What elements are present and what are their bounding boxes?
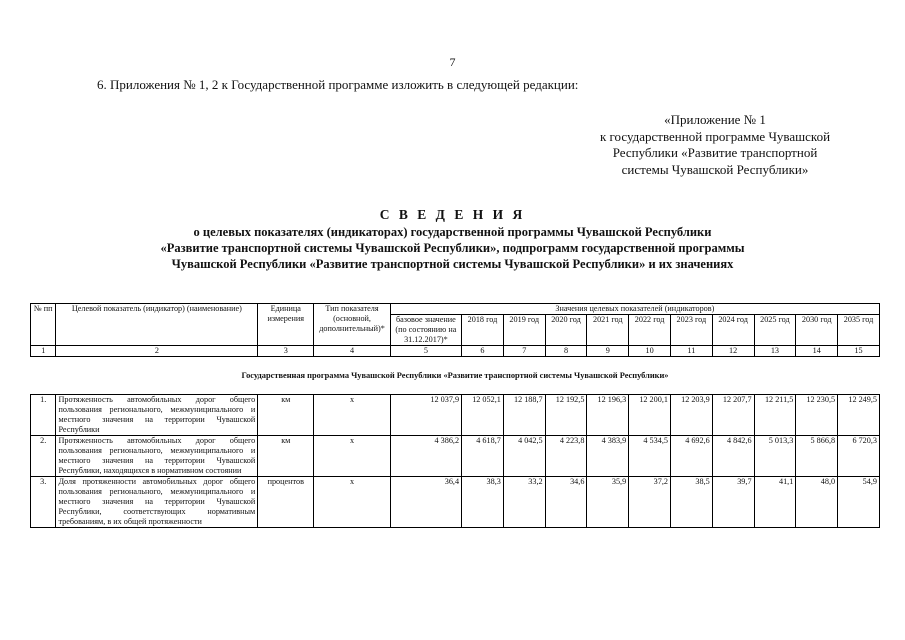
- column-number: 8: [545, 346, 587, 357]
- heading-line: о целевых показателях (индикаторах) государственной программы Чувашской Республики: [193, 225, 712, 239]
- row-value: 4 042,5: [503, 436, 545, 477]
- row-value: 12 230,5: [796, 395, 838, 436]
- row-number: 2.: [31, 436, 56, 477]
- column-number: 1: [31, 346, 56, 357]
- header-year: 2018 год: [462, 315, 504, 346]
- row-unit: км: [258, 395, 314, 436]
- column-number: 3: [258, 346, 314, 357]
- row-type: х: [314, 436, 390, 477]
- row-value: 4 534,5: [629, 436, 671, 477]
- row-value: 38,3: [462, 477, 504, 528]
- header-values-group: Значения целевых показателей (индикаторов): [390, 304, 879, 315]
- header-year: 2020 год: [545, 315, 587, 346]
- row-indicator: Доля протяженности автомобильных дорог общего пользования регионального, межмуниципального и местного значения на территории Чувашской Республики, соответствующих нормативным требованиям, в их общей протяженности: [56, 477, 258, 528]
- row-value: 5 013,3: [754, 436, 796, 477]
- table-row: [31, 395, 880, 436]
- column-number: 5: [390, 346, 461, 357]
- row-value: 12 211,5: [754, 395, 796, 436]
- row-type: х: [314, 477, 390, 528]
- header-type: Тип показателя (основной, дополнительный)*: [314, 304, 390, 346]
- page-number: 7: [449, 55, 456, 69]
- table-row: [31, 436, 880, 477]
- appendix-note: [580, 112, 850, 178]
- row-value: 4 842,6: [712, 436, 754, 477]
- header-year: 2022 год: [629, 315, 671, 346]
- column-number: 9: [587, 346, 629, 357]
- row-value: 37,2: [629, 477, 671, 528]
- row-value: 4 223,8: [545, 436, 587, 477]
- row-value: 35,9: [587, 477, 629, 528]
- header-year: 2021 год: [587, 315, 629, 346]
- row-value: 48,0: [796, 477, 838, 528]
- column-number: 12: [712, 346, 754, 357]
- header-base: базовое значение (по состоянию на 31.12.2017)*: [390, 315, 461, 346]
- table-row: [31, 477, 880, 528]
- header-year: 2023 год: [670, 315, 712, 346]
- row-number: 1.: [31, 395, 56, 436]
- column-number: 14: [796, 346, 838, 357]
- appendix-line: системы Чувашской Республики»: [621, 161, 809, 177]
- header-year: 2019 год: [503, 315, 545, 346]
- heading-title: С В Е Д Е Н И Я: [379, 207, 526, 222]
- column-number: 11: [670, 346, 712, 357]
- column-number: 10: [629, 346, 671, 357]
- row-value: 34,6: [545, 477, 587, 528]
- row-value: 39,7: [712, 477, 754, 528]
- appendix-line: «Приложение № 1: [664, 112, 766, 127]
- row-unit: процентов: [258, 477, 314, 528]
- row-value: 12 207,7: [712, 395, 754, 436]
- row-indicator: Протяженность автомобильных дорог общего пользования регионального, межмуниципального и местного значения на территории Чувашской Республики, находящихся в нормативном состоянии: [56, 436, 258, 477]
- header-indicator: Целевой показатель (индикатор) (наименование): [56, 304, 258, 346]
- column-number: 7: [503, 346, 545, 357]
- header-year: 2030 год: [796, 315, 838, 346]
- row-value: 4 692,6: [670, 436, 712, 477]
- row-value: 5 866,8: [796, 436, 838, 477]
- row-value: 12 203,9: [670, 395, 712, 436]
- row-value: 41,1: [754, 477, 796, 528]
- row-value: 12 249,5: [838, 395, 880, 436]
- row-value: 12 037,9: [390, 395, 461, 436]
- header-year: 2024 год: [712, 315, 754, 346]
- row-value: 4 618,7: [462, 436, 504, 477]
- row-value: 12 188,7: [503, 395, 545, 436]
- appendix-line: Республики «Развитие транспортной: [612, 145, 818, 160]
- row-value: 4 383,9: [587, 436, 629, 477]
- row-type: х: [314, 395, 390, 436]
- heading-line: «Развитие транспортной системы Чувашской Республики», подпрограмм государственной программы: [160, 241, 745, 255]
- column-number: 15: [838, 346, 880, 357]
- row-value: 33,2: [503, 477, 545, 528]
- row-value: 6 720,3: [838, 436, 880, 477]
- document-heading: [0, 206, 905, 272]
- row-unit: км: [258, 436, 314, 477]
- heading-line: Чувашской Республики «Развитие транспортной системы Чувашской Республики» и их значениях: [171, 257, 734, 271]
- column-number: 2: [56, 346, 258, 357]
- row-value: 12 200,1: [629, 395, 671, 436]
- header-year: 2025 год: [754, 315, 796, 346]
- header-no: № пп: [31, 304, 56, 346]
- row-value: 36,4: [390, 477, 461, 528]
- header-unit: Единица измерения: [258, 304, 314, 346]
- header-year: 2035 год: [838, 315, 880, 346]
- intro-paragraph: 6. Приложения № 1, 2 к Государственной программе изложить в следующей редакции:: [97, 77, 579, 92]
- row-value: 4 386,2: [390, 436, 461, 477]
- row-value: 12 052,1: [462, 395, 504, 436]
- row-value: 38,5: [670, 477, 712, 528]
- column-number: 13: [754, 346, 796, 357]
- column-number: 4: [314, 346, 390, 357]
- appendix-line: к государственной программе Чувашской: [599, 128, 831, 144]
- column-number: 6: [462, 346, 504, 357]
- indicators-table: [30, 303, 880, 528]
- row-indicator: Протяженность автомобильных дорог общего пользования регионального, межмуниципального и местного значения на территории Чувашской Республики: [56, 395, 258, 436]
- row-value: 54,9: [838, 477, 880, 528]
- row-value: 12 192,5: [545, 395, 587, 436]
- row-value: 12 196,3: [587, 395, 629, 436]
- row-number: 3.: [31, 477, 56, 528]
- section-title: Государственная программа Чувашской Республики «Развитие транспортной системы Чувашской Республики»: [31, 357, 880, 395]
